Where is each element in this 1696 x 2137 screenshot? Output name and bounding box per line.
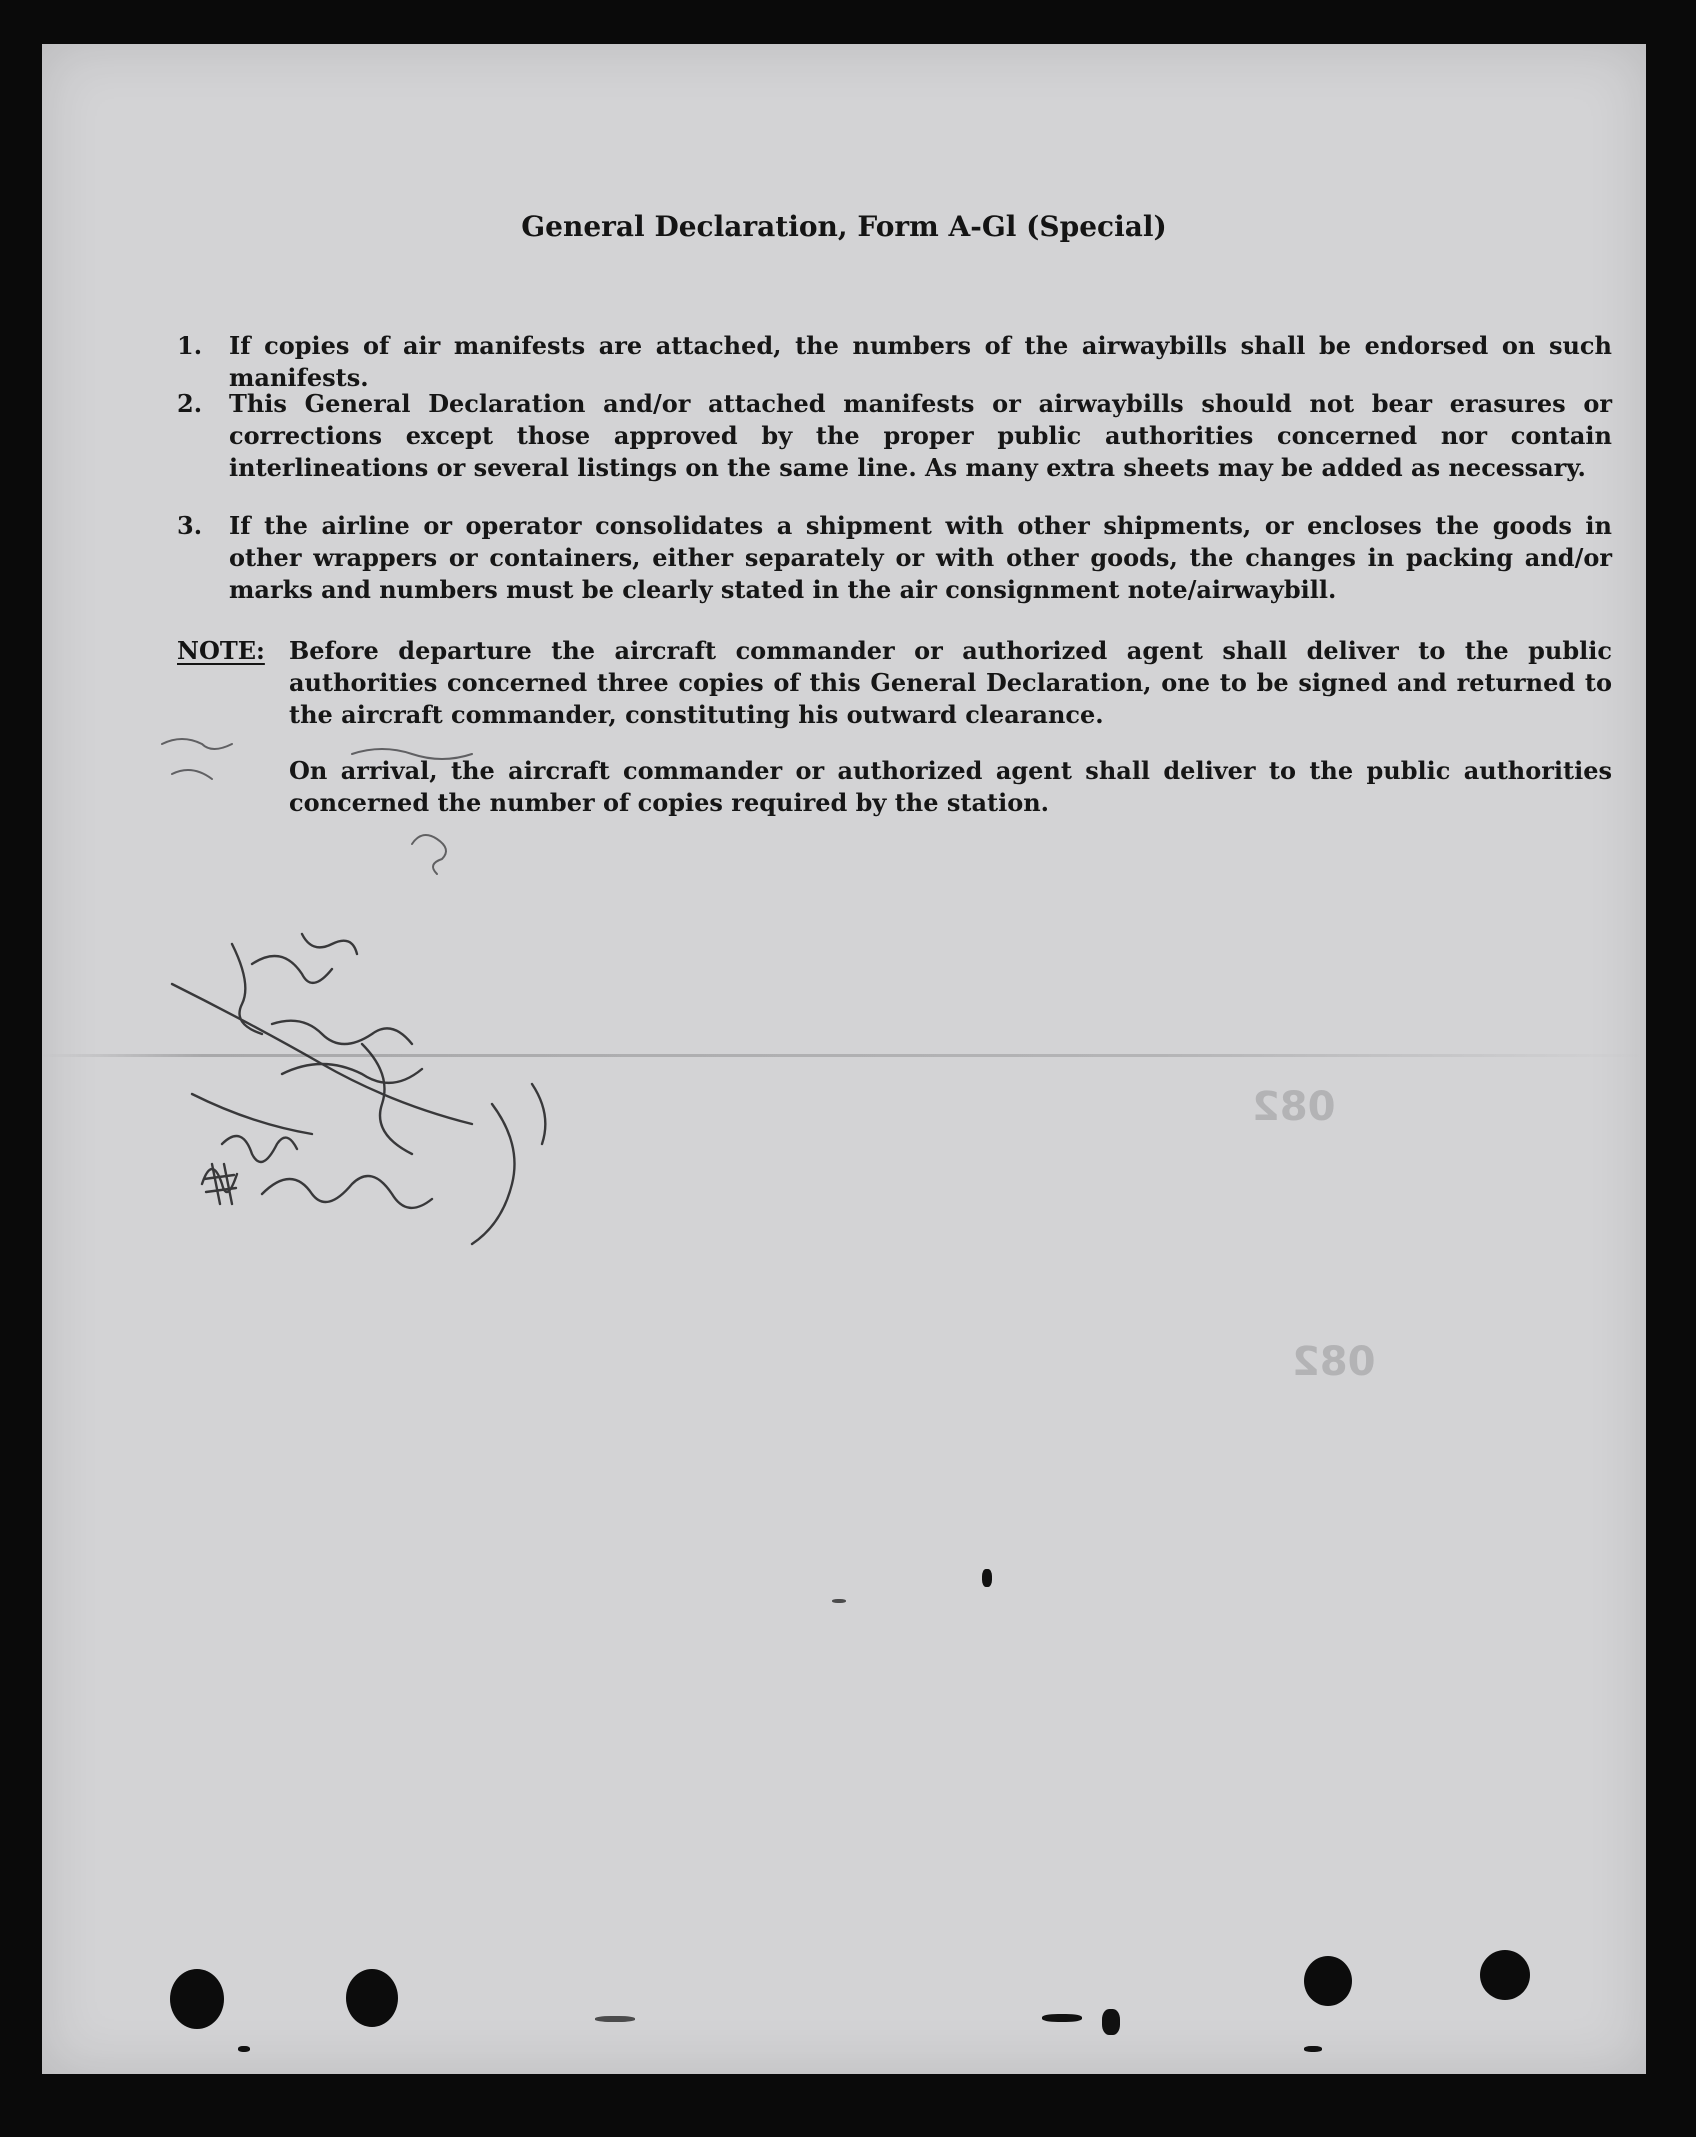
handwritten-annotation xyxy=(112,724,632,1284)
punch-hole xyxy=(170,1969,224,2029)
punch-hole xyxy=(346,1969,398,2027)
item-text: If copies of air manifests are attached, the numbers of the airwaybills shall be endorsed on such manifests. xyxy=(229,331,1612,392)
note-label: NOTE: xyxy=(177,636,265,665)
punch-hole xyxy=(1304,1956,1352,2006)
instruction-item-1 xyxy=(177,330,1612,394)
ink-speck xyxy=(1102,2009,1120,2035)
item-text: This General Declaration and/or attached manifests or airwaybills should not bear erasures or corrections except those approved by the proper public authorities concerned nor contain interlineations or several listings on the same line. As many extra sheets may be added as necessary. xyxy=(229,389,1612,482)
ink-speck xyxy=(238,2046,250,2052)
bleed-through-stamp: 082 xyxy=(1292,1339,1376,1385)
document-page xyxy=(42,44,1646,2074)
bleed-through-stamp: 082 xyxy=(1252,1084,1336,1130)
ink-speck xyxy=(982,1569,992,1587)
instruction-item-2 xyxy=(177,388,1612,484)
ink-speck xyxy=(1042,2014,1082,2022)
punch-hole xyxy=(1480,1950,1530,2000)
instruction-item-3 xyxy=(177,510,1612,606)
item-number: 1. xyxy=(177,331,203,360)
page-title: General Declaration, Form A-Gl (Special) xyxy=(521,210,1167,243)
ink-speck xyxy=(595,2016,635,2022)
note-paragraph-2: On arrival, the aircraft commander or authorized agent shall deliver to the public authorities concerned the number of copies required by the station. xyxy=(289,756,1612,817)
note-paragraph-1: Before departure the aircraft commander or authorized agent shall deliver to the public authorities concerned three copies of this General Declaration, one to be signed and returned to the aircraft commander, constituting his outward clearance. xyxy=(289,636,1612,729)
item-number: 3. xyxy=(177,511,203,540)
ink-speck xyxy=(1304,2046,1322,2052)
ink-speck xyxy=(832,1599,846,1603)
item-text: If the airline or operator consolidates a shipment with other shipments, or encloses the goods in other wrappers or containers, either separately or with other goods, the changes in packing and/or marks and numbers must be clearly stated in the air consignment note/airwaybill. xyxy=(229,511,1612,604)
item-number: 2. xyxy=(177,389,203,418)
